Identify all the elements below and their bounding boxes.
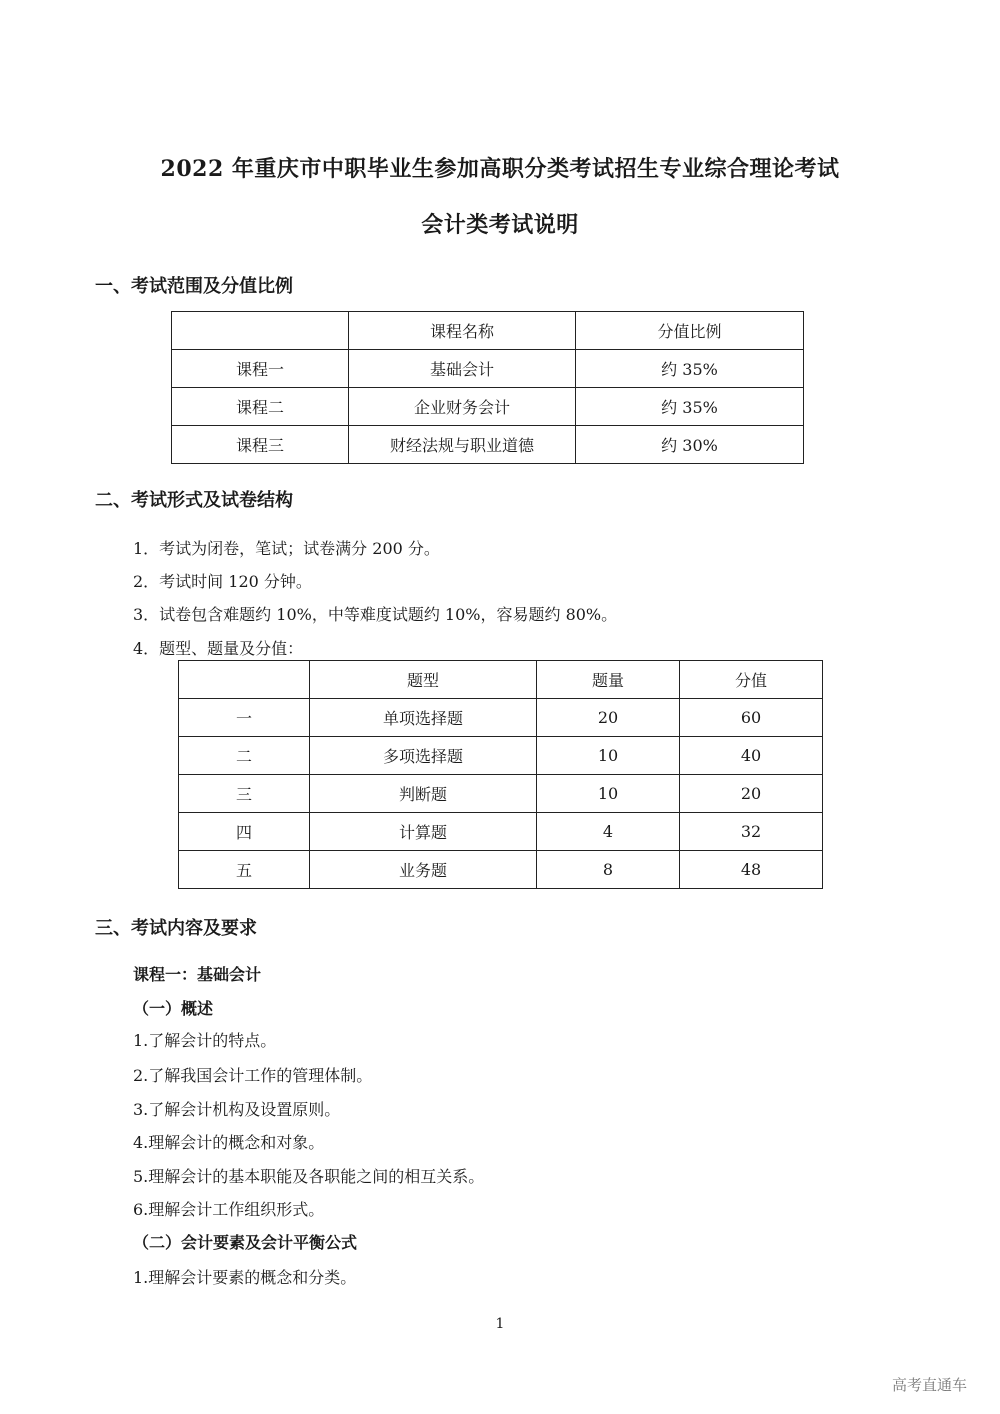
table-header-cell: 课程名称 [349,312,576,350]
list-item: 5.理解会计的基本职能及各职能之间的相互关系。 [133,1167,485,1186]
table-cell: 五 [179,851,310,889]
table-header-cell [179,661,310,699]
list-item: 1.理解会计要素的概念和分类。 [133,1268,357,1287]
watermark: 高考直通车 [892,1376,968,1394]
table-cell: 三 [179,775,310,813]
table-cell: 企业财务会计 [349,388,576,426]
table-cell: 财经法规与职业道德 [349,426,576,464]
table-cell: 48 [680,851,823,889]
table-header-cell: 题量 [537,661,680,699]
table-cell: 10 [537,737,680,775]
table-cell: 约 30% [576,426,804,464]
table-cell: 课程三 [172,426,349,464]
list-item: 3.了解会计机构及设置原则。 [133,1100,341,1119]
table-cell: 判断题 [310,775,537,813]
part-heading: （一）概述 [133,999,214,1018]
table-row [172,350,804,388]
table-cell: 业务题 [310,851,537,889]
table-row [179,851,823,889]
page-subtitle: 会计类考试说明 [421,212,579,238]
list-item: 1.了解会计的特点。 [133,1031,277,1050]
list-item: 6.理解会计工作组织形式。 [133,1200,325,1219]
list-item: 4．题型、题量及分值： [133,639,304,658]
table-header-cell: 分值 [680,661,823,699]
list-item: 2.了解我国会计工作的管理体制。 [133,1066,373,1085]
question-type-table [178,660,823,889]
section-heading-scope: 一、考试范围及分值比例 [95,276,293,297]
table-row [179,737,823,775]
course-heading: 课程一：基础会计 [133,965,262,984]
table-cell: 20 [537,699,680,737]
table-cell: 32 [680,813,823,851]
table-cell: 4 [537,813,680,851]
table-header-row [172,312,804,350]
table-cell: 8 [537,851,680,889]
table-header-cell: 分值比例 [576,312,804,350]
list-item: 3．试卷包含难题约 10%，中等难度试题约 10%，容易题约 80%。 [133,605,618,624]
table-row [179,699,823,737]
table-cell: 多项选择题 [310,737,537,775]
table-row [172,388,804,426]
table-row [172,426,804,464]
table-cell: 单项选择题 [310,699,537,737]
table-cell: 计算题 [310,813,537,851]
table-header-row [179,661,823,699]
table-cell: 约 35% [576,388,804,426]
table-cell: 课程一 [172,350,349,388]
section-heading-format: 二、考试形式及试卷结构 [95,490,293,511]
list-item: 2．考试时间 120 分钟。 [133,572,312,591]
table-cell: 四 [179,813,310,851]
table-cell: 20 [680,775,823,813]
part-heading: （二）会计要素及会计平衡公式 [133,1233,358,1252]
table-row [179,813,823,851]
table-cell: 60 [680,699,823,737]
table-cell: 约 35% [576,350,804,388]
course-weight-table [171,311,804,464]
list-item: 4.理解会计的概念和对象。 [133,1133,325,1152]
page-title: 2022 年重庆市中职毕业生参加高职分类考试招生专业综合理论考试 [160,156,840,182]
table-cell: 课程二 [172,388,349,426]
table-header-cell [172,312,349,350]
table-cell: 10 [537,775,680,813]
list-item: 1．考试为闭卷，笔试；试卷满分 200 分。 [133,539,440,558]
table-header-cell: 题型 [310,661,537,699]
table-cell: 40 [680,737,823,775]
table-cell: 二 [179,737,310,775]
table-cell: 基础会计 [349,350,576,388]
page-number: 1 [495,1316,505,1332]
table-row [179,775,823,813]
table-cell: 一 [179,699,310,737]
section-heading-content: 三、考试内容及要求 [95,918,257,939]
